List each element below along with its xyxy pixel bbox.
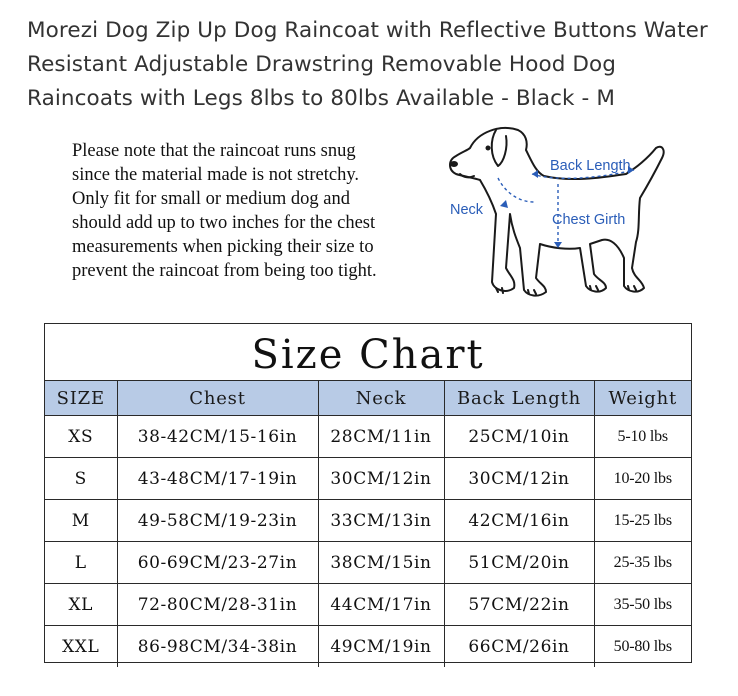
column-header-neck: Neck bbox=[318, 381, 444, 416]
table-row bbox=[45, 500, 691, 542]
cell-weight: 5-10 lbs bbox=[594, 416, 691, 458]
column-header-back-length: Back Length bbox=[444, 381, 594, 416]
cell-neck: 49CM/19in bbox=[318, 626, 444, 668]
cell-neck: 33CM/13in bbox=[318, 500, 444, 542]
size-chart bbox=[44, 323, 692, 663]
column-header-weight: Weight bbox=[594, 381, 691, 416]
table-header-row bbox=[45, 381, 691, 416]
table-row bbox=[45, 416, 691, 458]
cell-weight: 25-35 lbs bbox=[594, 542, 691, 584]
cell-chest: 72-80CM/28-31in bbox=[117, 584, 318, 626]
cell-weight: 15-25 lbs bbox=[594, 500, 691, 542]
table-row bbox=[45, 542, 691, 584]
cell-back-length: 30CM/12in bbox=[444, 458, 594, 500]
column-header-chest: Chest bbox=[117, 381, 318, 416]
cell-size: L bbox=[45, 542, 117, 584]
cell-weight: 35-50 lbs bbox=[594, 584, 691, 626]
cell-back-length: 66CM/26in bbox=[444, 626, 594, 668]
cell-size: XXL bbox=[45, 626, 117, 668]
cell-back-length: 51CM/20in bbox=[444, 542, 594, 584]
table-row bbox=[45, 458, 691, 500]
cell-size: XL bbox=[45, 584, 117, 626]
table-row bbox=[45, 584, 691, 626]
cell-weight: 50-80 lbs bbox=[594, 626, 691, 668]
cell-neck: 28CM/11in bbox=[318, 416, 444, 458]
table-row bbox=[45, 626, 691, 668]
chest-girth-label: Chest Girth bbox=[552, 212, 626, 228]
cell-chest: 86-98CM/34-38in bbox=[117, 626, 318, 668]
size-chart-title: Size Chart bbox=[45, 324, 691, 381]
cell-size: M bbox=[45, 500, 117, 542]
column-header-size: SIZE bbox=[45, 381, 117, 416]
cell-chest: 60-69CM/23-27in bbox=[117, 542, 318, 584]
cell-back-length: 42CM/16in bbox=[444, 500, 594, 542]
sizing-note: Please note that the raincoat runs snug since the material made is not stretchy. Only fit for small or medium dog and should add up to two inches for the chest measurements when picking their size to prevent the raincoat from being too tight. bbox=[72, 141, 377, 281]
cell-neck: 30CM/12in bbox=[318, 458, 444, 500]
cell-weight: 10-20 lbs bbox=[594, 458, 691, 500]
cell-back-length: 57CM/22in bbox=[444, 584, 594, 626]
product-title: Morezi Dog Zip Up Dog Raincoat with Reflective Buttons Water Resistant Adjustable Drawstring Removable Hood Dog Raincoats with Legs 8lbs to 80lbs Available - Black - M bbox=[27, 18, 708, 111]
cell-size: XS bbox=[45, 416, 117, 458]
cell-neck: 38CM/15in bbox=[318, 542, 444, 584]
back-length-label: Back Length bbox=[550, 158, 631, 174]
cell-size: S bbox=[45, 458, 117, 500]
neck-label: Neck bbox=[450, 202, 484, 218]
cell-back-length: 25CM/10in bbox=[444, 416, 594, 458]
cell-neck: 44CM/17in bbox=[318, 584, 444, 626]
size-chart-table bbox=[45, 381, 691, 667]
cell-chest: 38-42CM/15-16in bbox=[117, 416, 318, 458]
cell-chest: 43-48CM/17-19in bbox=[117, 458, 318, 500]
dog-measurement-diagram bbox=[440, 118, 680, 308]
cell-chest: 49-58CM/19-23in bbox=[117, 500, 318, 542]
